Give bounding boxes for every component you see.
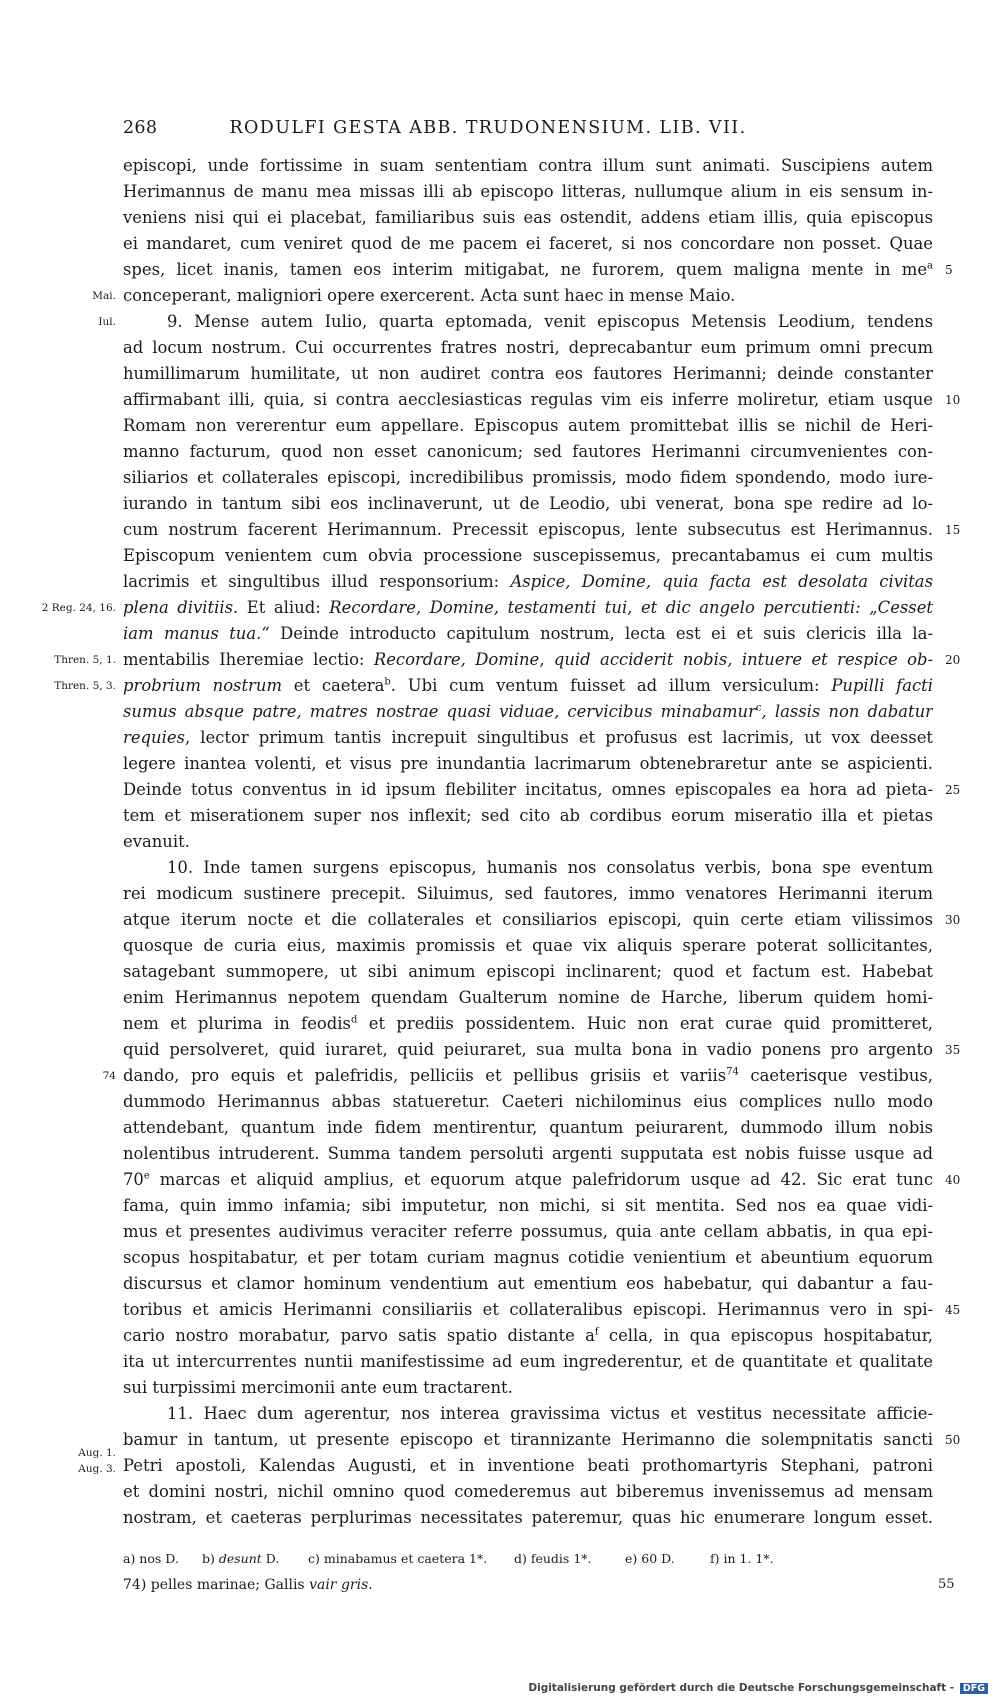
variant-mark: f (594, 1326, 599, 1338)
variant-mark: d (350, 1014, 358, 1026)
text-line: ei mandaret, cum veniret quod de me pacem ei faceret, si nos concordare non posset. Quae (123, 234, 933, 253)
page-header (123, 118, 783, 148)
text-line: manno facturum, quod non esset canonicum; sed fautores Herimanni circumvenientes con- (123, 442, 933, 461)
text-line: ita ut intercurrentes nuntii manifestissime ad eum ingrederentur, et de quantitate et qualitate (123, 1352, 933, 1371)
variant-footnote: c) minabamus et caetera 1*. (308, 1551, 488, 1566)
variant-footnote: b) desunt D. (202, 1551, 280, 1566)
text-line: plena divitiis. Et aliud: Recordare, Domine, testamenti tui, et dic angelo percutienti: „Cesset (123, 598, 933, 617)
text-line: nostram, et caeteras perplurimas necessitates pateremur, quas hic enumerare longum esset. (123, 1508, 933, 1527)
text-line: affirmabant illi, quia, si contra aecclesiasticas regulas vim eis inferre moliretur, etiam usque (123, 390, 933, 409)
text-line: Petri apostoli, Kalendas Augusti, et in inventione beati prothomartyris Stephani, patroni (123, 1456, 933, 1475)
quotation: sumus absque patre, matres nostrae quasi viduae, cervicibus minabamur (123, 702, 756, 721)
quotation: Recordare, Domine, quid acciderit nobis, intuere et respice ob- (373, 650, 933, 669)
text-line: Romam non vererentur eum appellare. Episcopus autem promittebat illis se nichil de Heri- (123, 416, 933, 435)
dfg-logo: DFG (960, 1683, 988, 1694)
variant-footnote: d) feudis 1*. (514, 1551, 592, 1566)
text-line: probrium nostrum et caetera$^b$. Ubi cum ventum fuisset ad illum versiculum: Pupilli facti (123, 676, 933, 695)
commentary-footnote: 74) pelles marinae; Gallis vair gris. (123, 1577, 373, 1593)
quotation: , lassis non dabatur (761, 702, 933, 721)
variant-mark: c (755, 702, 762, 714)
line-number: 15 (945, 523, 961, 537)
text-line: 9. Mense autem Iulio, quarta eptomada, venit episcopus Metensis Leodium, tendens (167, 312, 933, 331)
text-line: humillimarum humilitate, ut non audiret contra eos fautores Herimanni; deinde constanter (123, 364, 933, 383)
line-number: 45 (945, 1303, 961, 1317)
text-line: iurando in tantum sibi eos inclinaverunt, ut de Leodio, ubi venerat, bona spe redire ad lo- (123, 494, 933, 513)
text-line: rei modicum sustinere precepit. Siluimus, sed fautores, immo venatores Herimanni iterum (123, 884, 933, 903)
text-line: dando, pro equis et palefridis, pelliciis et pellibus grisiis et variis$^{74}$ caeterisque vestibus, (123, 1066, 933, 1085)
margin-note-reference: Thren. 5, 1. (54, 654, 116, 666)
variant-mark: e (143, 1170, 150, 1182)
text-line: siliarios et collaterales episcopi, incredibilibus promissis, modo fidem spondendo, modo iure- (123, 468, 933, 487)
text-line: conceperant, maligniori opere exercerent. Acta sunt haec in mense Maio. (123, 286, 736, 305)
text-line: discursus et clamor hominum vendentium aut ementium eos habebatur, qui dabantur a fau- (123, 1274, 933, 1293)
line-number: 35 (945, 1043, 961, 1057)
text-line: cum nostrum facerent Herimannum. Precessit episcopus, lente subsecutus est Herimannus. (123, 520, 933, 539)
text-line: bamur in tantum, ut presente episcopo et tirannizante Herimanno die solempnitatis sancti (123, 1430, 933, 1449)
quotation: requies (123, 728, 185, 747)
text-line: nolentibus intruderent. Summa tandem persoluti argenti supputata est nobis fuisse usque ad (123, 1144, 933, 1163)
margin-note-reference: 2 Reg. 24, 16. (41, 602, 116, 614)
variant-mark: b (384, 676, 391, 688)
text-line: requies, lector primum tantis increpuit singultibus et profusus est lacrimis, ut vox deesset (123, 728, 933, 747)
credit-text: Digitalisierung gefördert durch die Deutsche Forschungsgemeinschaft - (528, 1682, 955, 1694)
running-title: RODULFI GESTA ABB. TRUDONENSIUM. LIB. VII. (229, 118, 747, 138)
quotation: iam manus tua.“ (123, 624, 270, 643)
text-line: tem et miserationem super nos inflexit; sed cito ab cordibus eorum miseratio illa et pietas (123, 806, 933, 825)
line-number: 20 (945, 653, 961, 667)
margin-note-date: Aug. 3. (78, 1463, 116, 1475)
text-line: satagebant summopere, ut sibi animum episcopi inclinarent; quod et factum est. Habebat (123, 962, 933, 981)
digitization-credit (528, 1682, 988, 1694)
quotation: Pupilli facti (831, 676, 933, 695)
text-line: attendebant, quantum inde fidem mentirentur, quantum peiurarent, dummodo illum nobis (123, 1118, 933, 1137)
text-line: mentabilis Iheremiae lectio: Recordare, Domine, quid acciderit nobis, intuere et respice ob- (123, 650, 933, 669)
line-number: 5 (945, 263, 953, 277)
text-line: iam manus tua.“ Deinde introducto capitulum nostrum, lecta est ei et suis clericis illa la- (123, 624, 933, 643)
text-line: quid persolveret, quid iuraret, quid peiuraret, sua multa bona in vadio ponens pro argento (123, 1040, 933, 1059)
quotation: probrium nostrum (123, 676, 282, 695)
text-line: legere inantea volenti, et visus pre inundantia lacrimarum obtenebraretur ante se aspicienti. (123, 754, 933, 773)
text-line: Herimannus de manu mea missas illi ab episcopo litteras, nullumque alium in eis sensum in- (123, 182, 933, 201)
text-line: 10. Inde tamen surgens episcopus, humanis nos consolatus verbis, bona spe eventum (167, 858, 933, 877)
note-mark: 74 (726, 1066, 739, 1078)
margin-note-number: 74 (102, 1070, 116, 1082)
text-line: Episcopum venientem cum obvia processione suscepissemus, precantabamus ei cum multis (123, 546, 933, 565)
quotation: plena divitiis. (123, 598, 239, 617)
text-line: Deinde totus conventus in id ipsum flebiliter incitatus, omnes episcopales ea hora ad pieta- (123, 780, 933, 799)
text-line: enim Herimannus nepotem quendam Gualterum nomine de Harche, liberum quidem homi- (123, 988, 933, 1007)
text-line: cario nostro morabatur, parvo satis spatio distante $a^f$ cella, in qua episcopus hospitabatur, (123, 1326, 933, 1345)
text-line: lacrimis et singultibus illud responsorium: Aspice, Domine, quia facta est desolata civitas (123, 572, 933, 591)
variant-footnote: f) in 1. 1*. (710, 1551, 774, 1566)
text-line: atque iterum nocte et die collaterales et consiliarios episcopi, quin certe etiam vilissimos (123, 910, 933, 929)
line-number: 25 (945, 783, 961, 797)
line-number: 40 (945, 1173, 961, 1187)
text-line: quosque de curia eius, maximis promissis et quae vix aliquis sperare poterat sollicitantes, (123, 936, 933, 955)
line-number: 30 (945, 913, 961, 927)
text-line: et domini nostri, nichil omnino quod comederemus aut biberemus invenissemus ad mensam (123, 1482, 933, 1501)
variant-mark: a (927, 260, 933, 272)
signature-mark: 55 (938, 1577, 955, 1592)
variant-footnote: a) nos D. (123, 1551, 179, 1566)
text-line: spes, licet inanis, tamen eos interim mitigabat, ne furorem, quem maligna mente in $me^a$ (123, 260, 933, 279)
margin-note-date: Mai. (92, 290, 116, 302)
variant-footnote: e) 60 D. (625, 1551, 675, 1566)
page-number: 268 (123, 118, 158, 138)
margin-note-reference: Thren. 5, 3. (54, 680, 116, 692)
text-line: scopus hospitabatur, et per totam curiam magnus cotidie venientium et abeuntium equorum (123, 1248, 933, 1267)
text-line: dummodo Herimannus abbas statueretur. Caeteri nichilominus eius complices nullo modo (123, 1092, 933, 1111)
text-line: nem et plurima in feodis$^d$ et prediis possidentem. Huic non erat curae quid promitteret, (123, 1014, 933, 1033)
text-line: 11. Haec dum agerentur, nos interea gravissima victus et vestitus necessitate afficie- (167, 1404, 933, 1423)
quotation: Recordare, Domine, testamenti tui, et dic angelo percutienti: „Cesset (329, 598, 933, 617)
text-line: toribus et amicis Herimanni consiliariis et collateralibus episcopi. Herimannus vero in spi- (123, 1300, 933, 1319)
text-line: mus et presentes audivimus veraciter referre possumus, quia ante cellam abbatis, in qua epi- (123, 1222, 933, 1241)
text-line: evanuit. (123, 832, 190, 851)
margin-note-date: Aug. 1. (78, 1447, 116, 1459)
text-line: sui turpissimi mercimonii ante eum tractarent. (123, 1378, 513, 1397)
margin-note-date: Iul. (98, 316, 116, 328)
line-number: 10 (945, 393, 961, 407)
quotation: Aspice, Domine, quia facta est desolata civitas (510, 572, 933, 591)
line-number: 50 (945, 1433, 961, 1447)
text-line (123, 699, 933, 725)
text-line: veniens nisi qui ei placebat, familiaribus suis eas ostendit, addens etiam illis, quia episcopus (123, 208, 933, 227)
text-line: 70e marcas et aliquid amplius, et equorum atque palefridorum usque ad 42. Sic erat tunc (123, 1170, 933, 1189)
text-line: ad locum nostrum. Cui occurrentes fratres nostri, deprecabantur eum primum omni precum (123, 338, 933, 357)
text-line: fama, quin immo infamia; sibi imputetur, non michi, si sit mentita. Sed nos ea quae vidi- (123, 1196, 933, 1215)
text-line: episcopi, unde fortissime in suam sententiam contra illum sunt animati. Suscipiens autem (123, 156, 933, 175)
